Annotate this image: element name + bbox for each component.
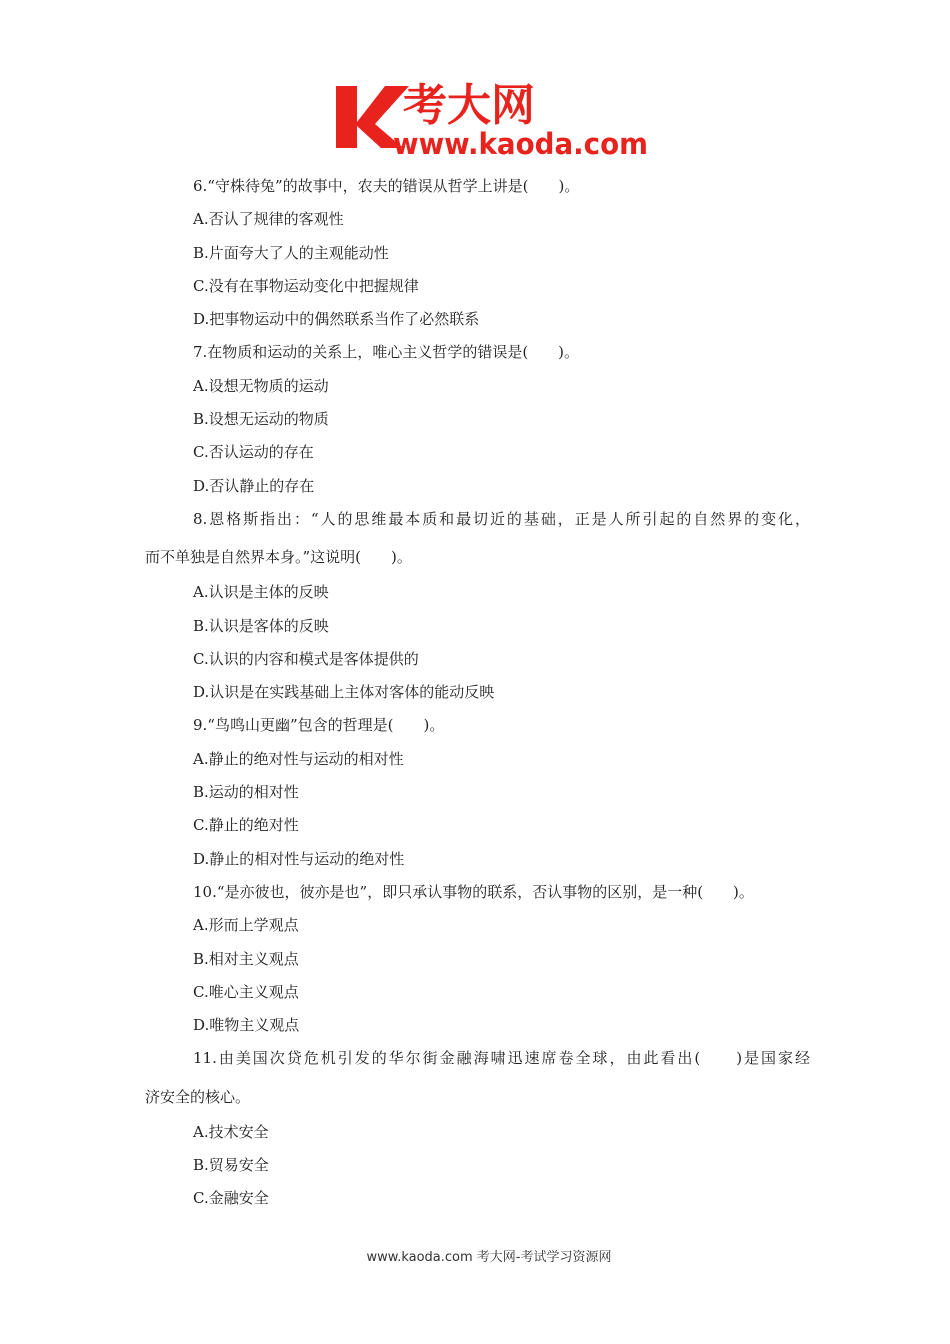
question-11-stem: 11.由美国次贷危机引发的华尔街金融海啸迅速席卷全球，由此看出( )是国家经 bbox=[193, 1049, 810, 1068]
logo-url: www.kaoda.com bbox=[393, 127, 648, 160]
question-6-stem: 6.“守株待兔”的故事中，农夫的错误从哲学上讲是( )。 bbox=[193, 177, 580, 195]
question-8-option-c: C.认识的内容和模式是客体提供的 bbox=[193, 649, 419, 668]
question-list bbox=[145, 170, 810, 1216]
question-7-option-d: D.否认静止的存在 bbox=[193, 476, 315, 495]
question-8-stem-continued: 而不单独是自然界本身。”这说明( )。 bbox=[145, 548, 412, 567]
question-7-option-b: B.设想无运动的物质 bbox=[193, 410, 329, 429]
question-7-stem: 7.在物质和运动的关系上，唯心主义哲学的错误是( )。 bbox=[193, 343, 580, 362]
page-footer: www.kaoda.com 考大网-考试学习资源网 bbox=[366, 1250, 612, 1265]
kaoda-k-logo-icon bbox=[333, 74, 653, 160]
question-9-option-b: B.运动的相对性 bbox=[193, 783, 299, 802]
question-11-stem-continued: 济安全的核心。 bbox=[145, 1087, 251, 1106]
question-9-option-a: A.静止的绝对性与运动的相对性 bbox=[193, 749, 404, 768]
question-6-option-a: A.否认了规律的客观性 bbox=[193, 210, 344, 229]
question-8-stem: 8.恩格斯指出：“人的思维最本质和最切近的基础，正是人所引起的自然界的变化， bbox=[193, 509, 810, 528]
question-7-option-a: A.设想无物质的运动 bbox=[193, 376, 329, 395]
question-6-option-d: D.把事物运动中的偶然联系当作了必然联系 bbox=[193, 310, 480, 329]
question-11-option-b: B.贸易安全 bbox=[193, 1156, 269, 1175]
question-6-option-c: C.没有在事物运动变化中把握规律 bbox=[193, 276, 419, 295]
question-11-option-a: A.技术安全 bbox=[193, 1122, 269, 1141]
question-10-option-d: D.唯物主义观点 bbox=[193, 1016, 300, 1035]
question-11-option-c: C.金融安全 bbox=[193, 1189, 269, 1208]
question-8-option-a: A.认识是主体的反映 bbox=[193, 583, 329, 602]
question-9-option-c: C.静止的绝对性 bbox=[193, 816, 299, 835]
question-9-stem: 9.“鸟鸣山更幽”包含的哲理是( )。 bbox=[193, 716, 445, 735]
question-8-option-b: B.认识是客体的反映 bbox=[193, 616, 329, 635]
question-8-option-d: D.认识是在实践基础上主体对客体的能动反映 bbox=[193, 683, 495, 702]
question-9-option-d: D.静止的相对性与运动的绝对性 bbox=[193, 849, 405, 868]
question-10-stem: 10.“是亦彼也，彼亦是也”，即只承认事物的联系，否认事物的区别，是一种( )。 bbox=[193, 882, 754, 901]
kaoda-logo bbox=[333, 74, 653, 160]
question-6-option-b: B.片面夸大了人的主观能动性 bbox=[193, 243, 389, 262]
question-7-option-c: C.否认运动的存在 bbox=[193, 443, 314, 462]
question-10-option-b: B.相对主义观点 bbox=[193, 949, 299, 968]
question-10-option-a: A.形而上学观点 bbox=[193, 916, 299, 935]
question-10-option-c: C.唯心主义观点 bbox=[193, 982, 299, 1001]
logo-title: 考大网 bbox=[403, 80, 535, 131]
